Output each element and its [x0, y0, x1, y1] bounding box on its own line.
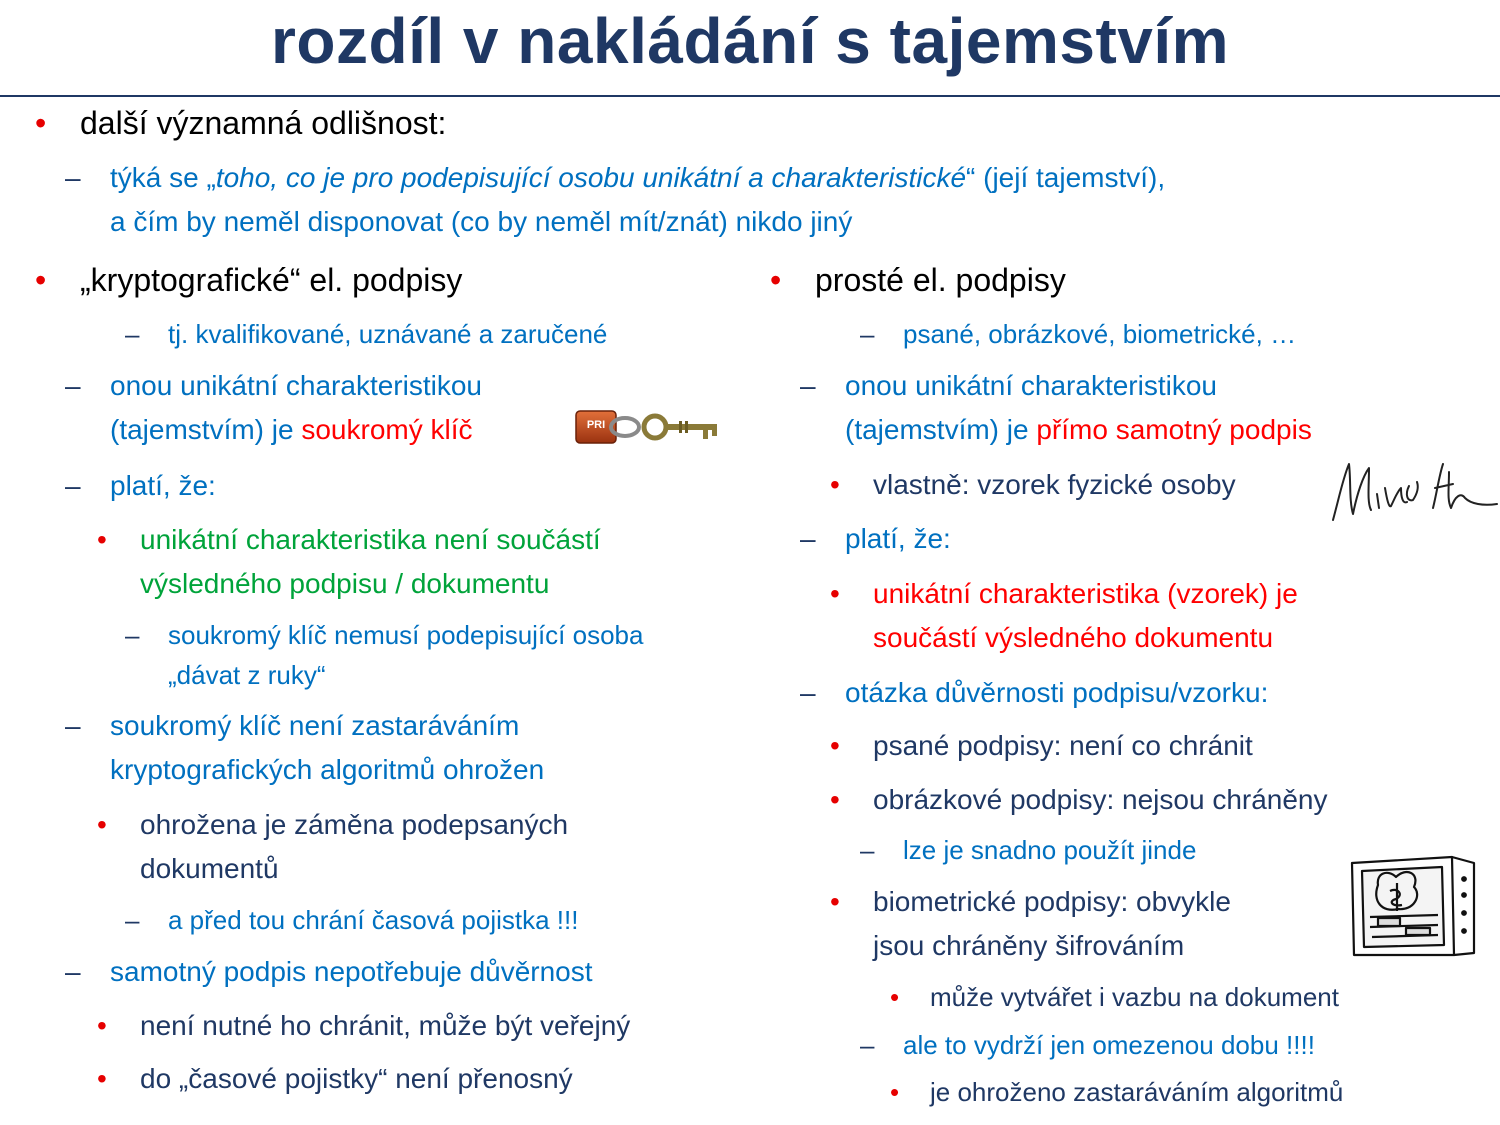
dash-marker: – — [125, 620, 140, 650]
private-key-icon — [575, 405, 725, 449]
dash-marker: – — [65, 470, 81, 501]
dash-marker: – — [800, 523, 816, 554]
bullet-marker: • — [97, 1063, 107, 1094]
bullet-marker: • — [830, 578, 840, 609]
right-sub-1: psané, obrázkové, biometrické, … — [903, 319, 1297, 349]
dash-marker: – — [860, 835, 875, 865]
dash-marker: – — [800, 677, 816, 708]
right-question: otázka důvěrnosti podpisu/vzorku: — [845, 677, 1269, 708]
right-bio-bullet: může vytvářet i vazbu na dokument — [930, 982, 1339, 1012]
dash-marker: – — [860, 319, 875, 349]
bullet-marker: • — [35, 105, 47, 141]
right-image: obrázkové podpisy: nejsou chráněny — [873, 784, 1328, 815]
right-sample: vlastně: vzorek fyzické osoby — [873, 469, 1236, 500]
intro-line-2: a čím by neměl disponovat (co by neměl mít/znát) nikdo jiný — [110, 206, 853, 237]
page-title: rozdíl v nakládání s tajemstvím — [270, 5, 1230, 77]
right-image-sub: lze je snadno použít jinde — [903, 835, 1197, 865]
right-bio-line-1: biometrické podpisy: obvykle — [873, 886, 1231, 917]
right-bio-line-2: jsou chráněny šifrováním — [873, 930, 1185, 961]
dash-marker: – — [65, 956, 81, 987]
bullet-marker: • — [830, 784, 840, 815]
svg-text:PRI: PRI — [586, 419, 606, 431]
dash-marker: – — [65, 162, 81, 193]
bullet-marker: • — [35, 262, 47, 298]
left-threat-line-1: ohrožena je záměna podepsaných — [140, 809, 569, 840]
right-red-line-2: součástí výsledného dokumentu — [873, 622, 1274, 653]
right-bio-bullet-2: je ohroženo zastaráváním algoritmů — [930, 1077, 1344, 1107]
bullet-marker: • — [830, 886, 840, 917]
left-sub-1: tj. kvalifikované, uznávané a zaručené — [168, 319, 608, 349]
dash-marker: – — [65, 710, 81, 741]
left-char-line-1: onou unikátní charakteristikou — [110, 370, 482, 401]
dash-marker: – — [125, 905, 140, 935]
left-conf-bullet-1: není nutné ho chránit, může být veřejný — [140, 1010, 631, 1041]
left-plati: platí, že: — [110, 470, 216, 501]
bullet-marker: • — [890, 982, 900, 1012]
left-green-line-1: unikátní charakteristika není součástí — [140, 524, 601, 555]
left-heading: „kryptografické“ el. podpisy — [80, 262, 463, 298]
left-obsolete-line-2: kryptografických algoritmů ohrožen — [110, 754, 545, 785]
left-conf-bullet-2: do „časové pojistky“ není přenosný — [140, 1063, 573, 1094]
bullet-marker: • — [830, 469, 840, 500]
title-divider — [0, 95, 1500, 97]
bullet-marker: • — [97, 1010, 107, 1041]
bullet-marker: • — [770, 262, 782, 298]
bullet-marker: • — [890, 1077, 900, 1107]
right-heading: prosté el. podpisy — [815, 262, 1066, 298]
right-written: psané podpisy: není co chránit — [873, 730, 1253, 761]
left-threat-sub: a před tou chrání časová pojistka !!! — [168, 905, 579, 935]
handwritten-signature-icon — [1325, 458, 1500, 528]
bullet-marker: • — [97, 524, 107, 555]
dash-marker: – — [125, 319, 140, 349]
left-obsolete-line-1: soukromý klíč není zastaráváním — [110, 710, 520, 741]
right-bio-sub: ale to vydrží jen omezenou dobu !!!! — [903, 1030, 1315, 1060]
bullet-marker: • — [97, 809, 107, 840]
right-char-line-2: (tajemstvím) je přímo samotný podpis — [845, 414, 1312, 445]
right-char-line-1: onou unikátní charakteristikou — [845, 370, 1217, 401]
dash-marker: – — [800, 370, 816, 401]
safe-with-money-icon — [1348, 855, 1478, 960]
left-threat-line-2: dokumentů — [140, 853, 279, 884]
intro-heading: další významná odlišnost: — [80, 105, 447, 141]
left-confidentiality: samotný podpis nepotřebuje důvěrnost — [110, 956, 593, 987]
right-plati: platí, že: — [845, 523, 951, 554]
left-green-line-2: výsledného podpisu / dokumentu — [140, 568, 550, 599]
dash-marker: – — [860, 1030, 875, 1060]
bullet-marker: • — [830, 730, 840, 761]
intro-line-1: týká se „toho, co je pro podepisující osobu unikátní a charakteristické“ (její tajemství), — [110, 162, 1166, 193]
left-sub-key-line-2: „dávat z ruky“ — [168, 660, 326, 690]
left-sub-key-line-1: soukromý klíč nemusí podepisující osoba — [168, 620, 644, 650]
left-char-line-2: (tajemstvím) je soukromý klíč — [110, 414, 473, 445]
dash-marker: – — [65, 370, 81, 401]
right-red-line-1: unikátní charakteristika (vzorek) je — [873, 578, 1298, 609]
